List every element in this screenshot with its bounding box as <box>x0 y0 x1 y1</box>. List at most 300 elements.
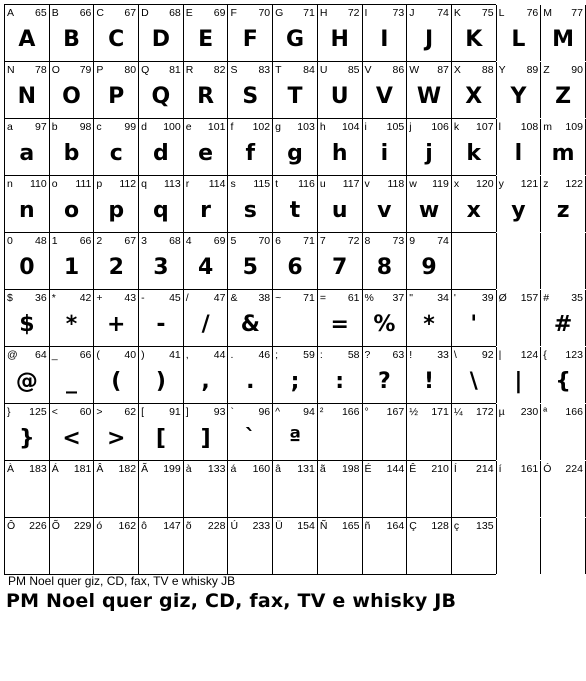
character-name: u <box>319 178 326 190</box>
glyph-sample <box>228 538 272 568</box>
glyph-label <box>141 463 181 475</box>
character-name: I <box>364 7 368 19</box>
character-map-grid <box>4 4 583 575</box>
character-name: C <box>96 7 104 19</box>
glyph-cell <box>451 119 496 175</box>
glyph-label <box>141 121 181 133</box>
glyph-sample: x <box>466 198 481 223</box>
character-code: 35 <box>571 292 583 304</box>
glyph-sample: f <box>245 141 256 166</box>
glyph-sample <box>407 538 451 568</box>
character-code: 81 <box>169 64 181 76</box>
character-code: 93 <box>213 406 226 418</box>
character-name: Ô <box>7 520 16 532</box>
glyph-label <box>409 235 449 247</box>
glyph-label <box>141 520 181 532</box>
glyph-label <box>7 349 47 361</box>
character-name: b <box>51 121 58 133</box>
character-code: 230 <box>520 406 539 418</box>
glyph-label <box>499 64 539 76</box>
glyph-cell <box>93 290 138 346</box>
glyph-label <box>320 235 360 247</box>
character-code: 65 <box>35 7 47 19</box>
character-code: 88 <box>481 64 494 76</box>
glyph-label <box>186 463 226 475</box>
sample-text-rendered: PM Noel quer giz, CD, fax, TV e whisky JB <box>6 590 457 612</box>
character-code: 226 <box>29 520 47 532</box>
glyph-cell <box>451 518 496 574</box>
glyph-label <box>96 292 136 304</box>
glyph-label <box>499 235 539 247</box>
character-code: 73 <box>392 7 405 19</box>
character-name: ! <box>409 349 413 361</box>
glyph-label <box>320 121 360 133</box>
character-code: 117 <box>342 178 360 190</box>
glyph-label <box>186 121 226 133</box>
glyph-label <box>320 178 360 190</box>
character-name: z <box>543 178 549 190</box>
glyph-cell <box>406 404 451 460</box>
glyph-label <box>275 463 315 475</box>
glyph-label <box>499 406 539 418</box>
character-code: 70 <box>258 235 271 247</box>
glyph-cell <box>451 5 496 61</box>
character-code: 164 <box>386 520 405 532</box>
character-name: ó <box>96 520 103 532</box>
glyph-cell <box>93 176 138 232</box>
character-name: ² <box>319 406 324 418</box>
glyph-label <box>454 64 494 76</box>
character-name: ç <box>453 520 460 532</box>
character-code: 112 <box>119 178 137 190</box>
glyph-sample: = <box>330 312 349 337</box>
glyph-label <box>275 235 315 247</box>
glyph-cell <box>496 5 541 61</box>
glyph-sample: n <box>19 198 35 223</box>
character-code: 123 <box>565 349 583 361</box>
glyph-cell <box>317 233 362 289</box>
glyph-cell <box>540 176 586 232</box>
glyph-cell <box>317 404 362 460</box>
glyph-label <box>230 406 270 418</box>
character-name: s <box>230 178 236 190</box>
character-name: ã <box>319 463 326 475</box>
glyph-cell <box>362 404 407 460</box>
glyph-cell <box>540 404 586 460</box>
character-code: 165 <box>341 520 360 532</box>
glyph-label <box>52 121 92 133</box>
glyph-sample: - <box>156 312 166 337</box>
glyph-label <box>543 178 583 190</box>
glyph-cell <box>496 233 541 289</box>
glyph-cell <box>49 5 94 61</box>
glyph-label <box>52 292 92 304</box>
glyph-sample: & <box>240 312 260 337</box>
character-code: 77 <box>571 7 583 19</box>
glyph-label <box>454 121 494 133</box>
character-name: p <box>96 178 103 190</box>
character-name: ? <box>364 349 371 361</box>
glyph-label <box>96 349 136 361</box>
glyph-sample: k <box>466 141 482 166</box>
glyph-label <box>7 520 47 532</box>
glyph-cell <box>317 347 362 403</box>
glyph-sample: q <box>153 198 169 223</box>
character-name: 2 <box>96 235 103 247</box>
glyph-cell <box>540 119 586 175</box>
glyph-cell <box>183 347 228 403</box>
glyph-sample: ] <box>200 426 211 451</box>
grid-row <box>4 403 583 460</box>
glyph-label <box>186 406 226 418</box>
glyph-label <box>96 406 136 418</box>
character-name: 4 <box>185 235 192 247</box>
character-name: G <box>275 7 284 19</box>
character-name: q <box>141 178 147 190</box>
character-code: 63 <box>392 349 405 361</box>
character-code: 183 <box>29 463 47 475</box>
glyph-label <box>543 292 583 304</box>
character-code: 105 <box>386 121 405 133</box>
glyph-sample: # <box>553 312 573 337</box>
glyph-cell <box>138 233 183 289</box>
sample-caption: PM Noel quer giz, CD, fax, TV e whisky JB <box>8 574 236 588</box>
character-code: 36 <box>35 292 47 304</box>
glyph-label <box>454 7 494 19</box>
grid-row <box>4 232 496 289</box>
glyph-sample: W <box>416 84 442 109</box>
character-code: 166 <box>341 406 360 418</box>
glyph-cell <box>272 5 317 61</box>
character-code: 38 <box>258 292 271 304</box>
glyph-sample: E <box>198 27 214 52</box>
character-name: H <box>319 7 328 19</box>
glyph-sample <box>184 481 228 511</box>
glyph-sample: N <box>17 84 37 109</box>
grid-row <box>4 175 583 232</box>
character-name: / <box>185 292 189 304</box>
glyph-label <box>275 64 315 76</box>
glyph-label <box>543 520 583 532</box>
glyph-cell <box>540 5 586 61</box>
character-name: Ü <box>275 520 283 532</box>
glyph-sample: 7 <box>332 255 348 280</box>
glyph-sample: v <box>377 198 392 223</box>
glyph-label <box>320 7 360 19</box>
glyph-cell <box>4 290 49 346</box>
character-name: 7 <box>319 235 326 247</box>
glyph-cell <box>4 119 49 175</box>
character-code: 116 <box>298 178 315 190</box>
glyph-cell <box>49 119 94 175</box>
character-name: " <box>409 292 413 304</box>
character-code: 71 <box>303 235 315 247</box>
glyph-label <box>365 7 405 19</box>
glyph-label <box>365 121 405 133</box>
glyph-cell <box>93 233 138 289</box>
character-name: ~ <box>275 292 282 304</box>
glyph-cell <box>496 461 541 517</box>
character-name: o <box>51 178 58 190</box>
character-code: 80 <box>124 64 137 76</box>
character-name: ' <box>453 292 456 304</box>
character-name: L <box>498 7 505 19</box>
glyph-cell <box>406 347 451 403</box>
glyph-cell <box>317 518 362 574</box>
character-name: t <box>275 178 279 190</box>
glyph-cell <box>49 233 94 289</box>
character-code: 74 <box>437 7 449 19</box>
glyph-sample: _ <box>66 369 78 394</box>
glyph-sample: 8 <box>376 255 392 280</box>
character-code: 167 <box>386 406 405 418</box>
glyph-cell <box>317 5 362 61</box>
glyph-label <box>409 406 449 418</box>
character-code: 128 <box>431 520 449 532</box>
glyph-sample: 9 <box>421 255 437 280</box>
glyph-cell <box>49 176 94 232</box>
glyph-label <box>7 463 47 475</box>
glyph-cell <box>317 176 362 232</box>
glyph-label <box>52 520 92 532</box>
character-code: 61 <box>347 292 360 304</box>
glyph-label <box>186 178 226 190</box>
glyph-label <box>186 64 226 76</box>
glyph-label <box>7 406 47 418</box>
glyph-cell <box>272 518 317 574</box>
character-code: 33 <box>437 349 449 361</box>
character-code: 69 <box>213 235 226 247</box>
glyph-label <box>7 121 47 133</box>
glyph-sample: M <box>552 27 575 52</box>
glyph-cell <box>227 233 272 289</box>
glyph-cell <box>451 290 496 346</box>
glyph-sample <box>452 538 496 568</box>
character-code: 228 <box>207 520 226 532</box>
glyph-sample <box>139 481 183 511</box>
glyph-sample: * <box>65 312 78 337</box>
glyph-label <box>543 7 583 19</box>
glyph-sample: 4 <box>197 255 214 280</box>
grid-row <box>4 118 583 175</box>
character-name: 0 <box>7 235 13 247</box>
glyph-label <box>52 406 92 418</box>
glyph-sample: e <box>198 141 214 166</box>
glyph-label <box>499 121 539 133</box>
glyph-sample <box>5 481 49 511</box>
character-name: Í <box>453 463 457 475</box>
glyph-sample: Z <box>555 84 572 109</box>
glyph-sample: / <box>201 312 210 337</box>
character-name: & <box>230 292 238 304</box>
glyph-cell <box>362 290 407 346</box>
character-code: 214 <box>476 463 494 475</box>
glyph-sample: a <box>19 141 35 166</box>
glyph-sample <box>497 424 541 454</box>
character-code: 83 <box>258 64 271 76</box>
character-code: 118 <box>387 178 405 190</box>
character-name: Õ <box>51 520 60 532</box>
glyph-label <box>141 178 181 190</box>
glyph-label <box>365 178 405 190</box>
character-code: 133 <box>207 463 226 475</box>
character-name: a <box>7 121 13 133</box>
character-name: À <box>7 463 15 475</box>
glyph-cell <box>496 290 541 346</box>
character-code: 82 <box>213 64 226 76</box>
glyph-label <box>52 349 92 361</box>
character-name: ; <box>275 349 279 361</box>
character-name: _ <box>51 349 58 361</box>
glyph-cell <box>4 176 49 232</box>
glyph-cell <box>496 119 541 175</box>
glyph-sample: | <box>514 369 523 394</box>
glyph-label <box>96 121 136 133</box>
glyph-sample <box>273 538 317 568</box>
glyph-cell <box>317 119 362 175</box>
character-name: 3 <box>141 235 147 247</box>
character-code: 157 <box>520 292 539 304</box>
glyph-label <box>7 292 47 304</box>
character-code: 106 <box>431 121 449 133</box>
glyph-sample <box>497 538 541 568</box>
glyph-cell <box>362 119 407 175</box>
glyph-sample: > <box>107 426 126 451</box>
character-name: r <box>185 178 190 190</box>
character-name: W <box>409 64 420 76</box>
character-name: ñ <box>364 520 371 532</box>
glyph-sample: d <box>153 141 169 166</box>
glyph-cell <box>49 290 94 346</box>
character-code: 171 <box>431 406 449 418</box>
character-name: m <box>543 121 552 133</box>
glyph-label <box>365 463 405 475</box>
character-code: 76 <box>526 7 539 19</box>
glyph-cell <box>183 119 228 175</box>
glyph-sample: 3 <box>153 255 169 280</box>
glyph-label <box>275 178 315 190</box>
glyph-cell <box>406 5 451 61</box>
character-name: ½ <box>409 406 418 418</box>
character-code: 84 <box>303 64 315 76</box>
character-name: . <box>230 349 234 361</box>
glyph-cell <box>272 176 317 232</box>
glyph-sample: F <box>242 27 258 52</box>
character-name: w <box>409 178 417 190</box>
glyph-label <box>52 235 92 247</box>
glyph-label <box>96 7 136 19</box>
glyph-label <box>454 463 494 475</box>
glyph-cell <box>451 347 496 403</box>
glyph-sample: [ <box>155 426 166 451</box>
character-code: 66 <box>79 349 92 361</box>
character-name: @ <box>7 349 18 361</box>
glyph-cell <box>138 461 183 517</box>
character-name: g <box>275 121 281 133</box>
glyph-label <box>365 406 405 418</box>
character-code: 181 <box>73 463 92 475</box>
glyph-sample: o <box>63 198 80 223</box>
glyph-sample: ª <box>288 426 302 451</box>
character-code: 102 <box>252 121 271 133</box>
glyph-sample: O <box>62 84 81 109</box>
glyph-sample <box>363 538 407 568</box>
glyph-sample: s <box>243 198 257 223</box>
glyph-label <box>275 520 315 532</box>
glyph-label <box>409 178 449 190</box>
glyph-label <box>543 463 583 475</box>
glyph-cell <box>49 461 94 517</box>
character-name: \ <box>453 349 457 361</box>
grid-row <box>4 289 583 346</box>
character-name: Ñ <box>319 520 328 532</box>
glyph-cell <box>138 347 183 403</box>
grid-row <box>4 460 583 517</box>
character-code: 43 <box>124 292 137 304</box>
glyph-cell <box>227 119 272 175</box>
glyph-label <box>230 64 270 76</box>
glyph-label <box>499 292 539 304</box>
glyph-label <box>543 64 583 76</box>
glyph-sample: V <box>375 84 393 109</box>
glyph-sample <box>407 424 451 454</box>
grid-row <box>4 517 496 575</box>
character-name: j <box>409 121 412 133</box>
character-code: 90 <box>571 64 583 76</box>
glyph-sample: U <box>330 84 349 109</box>
glyph-cell <box>496 404 541 460</box>
glyph-cell <box>138 62 183 118</box>
glyph-cell <box>4 404 49 460</box>
glyph-label <box>52 7 92 19</box>
glyph-label <box>499 463 539 475</box>
glyph-sample: < <box>62 426 81 451</box>
character-name: à <box>185 463 192 475</box>
glyph-label <box>365 235 405 247</box>
character-name: Ã <box>141 463 149 475</box>
glyph-cell <box>317 62 362 118</box>
character-code: 121 <box>520 178 539 190</box>
glyph-cell <box>138 404 183 460</box>
glyph-cell <box>138 176 183 232</box>
glyph-sample: : <box>335 369 345 394</box>
glyph-cell <box>451 233 496 289</box>
character-name: * <box>51 292 56 304</box>
glyph-cell <box>540 518 586 574</box>
character-code: 41 <box>169 349 181 361</box>
glyph-cell <box>4 461 49 517</box>
character-code: 74 <box>437 235 449 247</box>
glyph-cell <box>406 290 451 346</box>
glyph-cell <box>138 119 183 175</box>
glyph-cell <box>93 404 138 460</box>
glyph-label <box>141 7 181 19</box>
glyph-label <box>409 349 449 361</box>
glyph-sample <box>94 538 138 568</box>
character-name: = <box>319 292 326 304</box>
character-name: â <box>275 463 281 475</box>
character-name: P <box>96 64 104 76</box>
character-code: 89 <box>526 64 539 76</box>
character-name: ] <box>185 406 189 418</box>
character-name: # <box>543 292 550 304</box>
character-code: 162 <box>118 520 137 532</box>
glyph-sample: * <box>423 312 435 337</box>
character-name: e <box>185 121 192 133</box>
glyph-label <box>7 7 47 19</box>
glyph-sample <box>541 481 585 511</box>
glyph-sample: { <box>555 369 571 394</box>
